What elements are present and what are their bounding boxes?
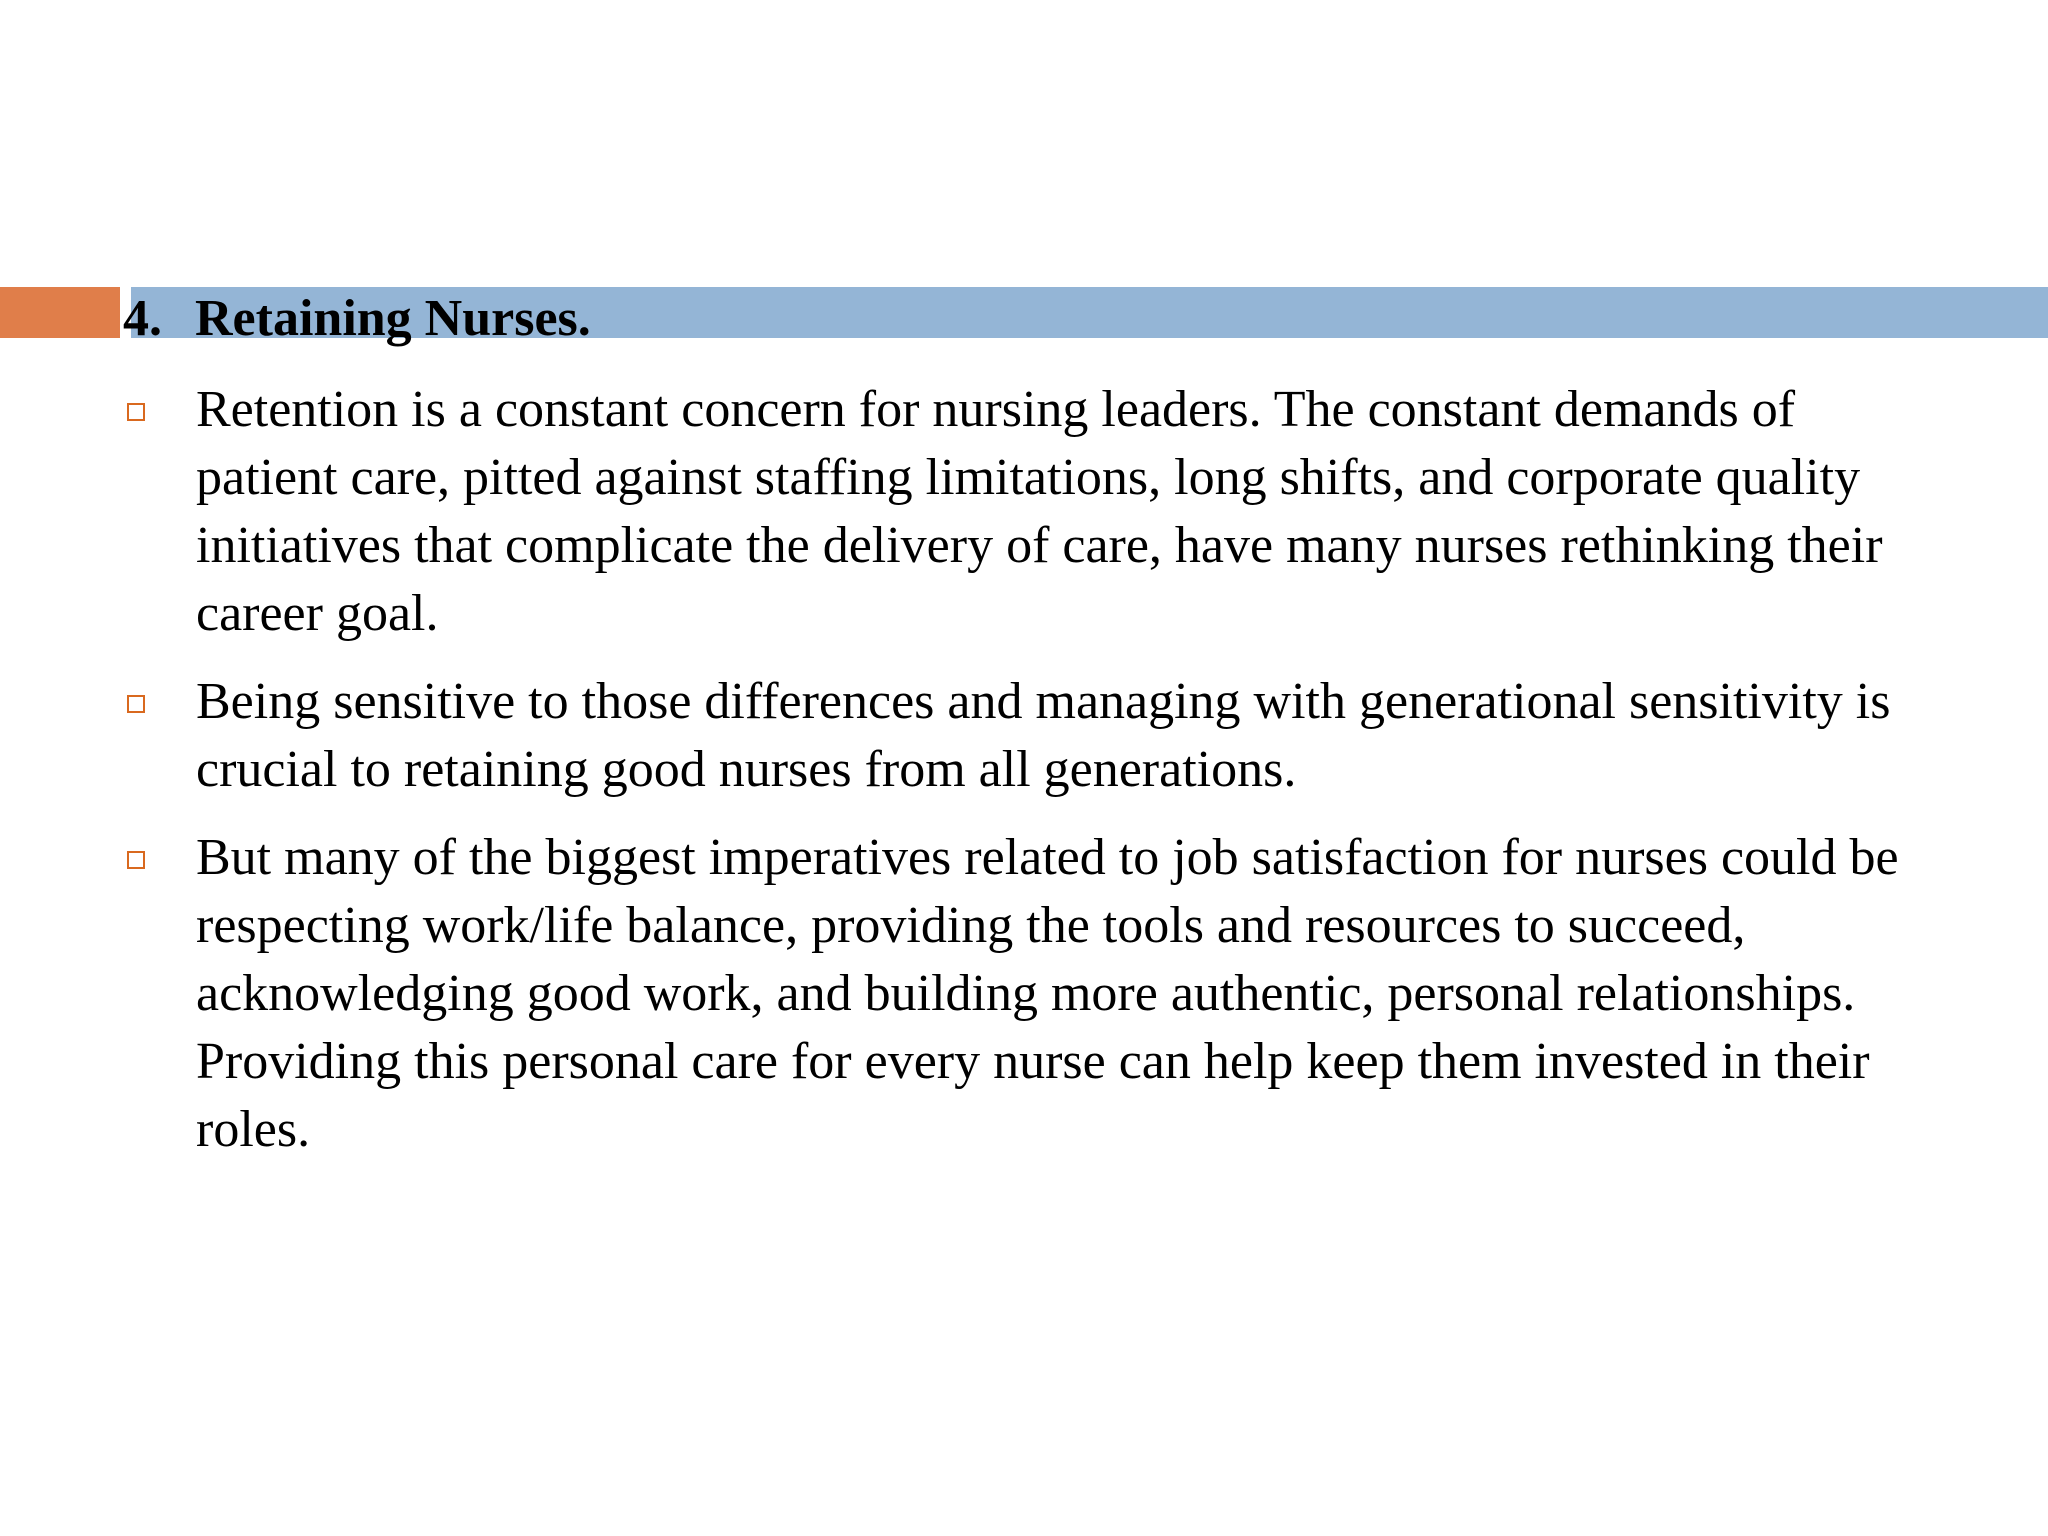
bullet-item — [120, 668, 1920, 804]
bullet-item — [120, 376, 1920, 648]
slide-title — [123, 284, 591, 354]
bullet-list — [120, 376, 1920, 1184]
title-text: Retaining Nurses. — [195, 290, 591, 347]
square-bullet-icon — [127, 695, 145, 713]
accent-bar — [0, 287, 120, 338]
bullet-item — [120, 824, 1920, 1164]
title-number: 4. — [123, 290, 162, 347]
bullet-text: Retention is a constant concern for nursing leaders. The constant demands of patient care, pitted against staffing limitations, long shifts, and corporate quality initiatives that complicate the delivery of care, have many nurses rethinking their career goal. — [196, 381, 1883, 642]
bullet-text: But many of the biggest imperatives related to job satisfaction for nurses could be respecting work/life balance, providing the tools and resources to succeed, acknowledging good work, and building more authentic, personal relationships. Providing this personal care for every nurse can help keep them invested in their roles. — [196, 829, 1899, 1158]
square-bullet-icon — [127, 403, 145, 421]
bullet-text: Being sensitive to those differences and managing with generational sensitivity is crucial to retaining good nurses from all generations. — [196, 673, 1891, 798]
square-bullet-icon — [127, 851, 145, 869]
